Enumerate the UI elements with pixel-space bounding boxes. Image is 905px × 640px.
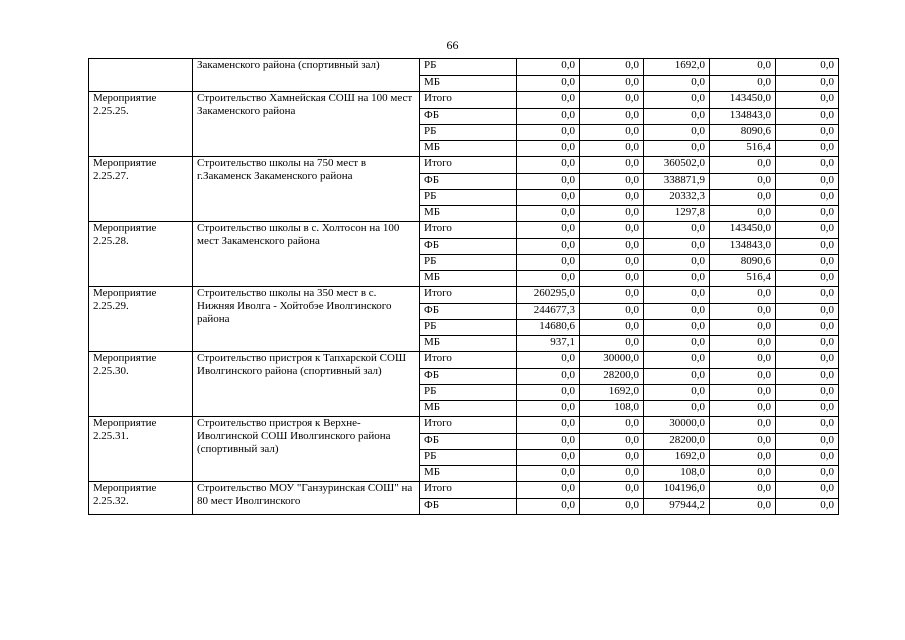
value-cell: 0,0 (644, 336, 710, 352)
funding-source: РБ (420, 450, 517, 466)
funding-source: Итого (420, 222, 517, 239)
value-cell: 1692,0 (644, 59, 710, 76)
measure-code: Мероприятие 2.25.31. (89, 417, 193, 482)
value-cell: 0,0 (776, 141, 839, 157)
value-cell: 0,0 (517, 109, 580, 125)
value-cell: 0,0 (517, 239, 580, 255)
value-cell: 0,0 (776, 417, 839, 434)
funding-source: РБ (420, 190, 517, 206)
funding-source: МБ (420, 336, 517, 352)
value-cell: 0,0 (776, 157, 839, 174)
value-cell: 0,0 (710, 417, 776, 434)
funding-source: РБ (420, 59, 517, 76)
value-cell: 0,0 (517, 499, 580, 515)
value-cell: 0,0 (644, 76, 710, 92)
table-row (89, 287, 839, 304)
value-cell: 0,0 (776, 239, 839, 255)
value-cell: 0,0 (776, 206, 839, 222)
value-cell: 20332,3 (644, 190, 710, 206)
funding-source: Итого (420, 157, 517, 174)
value-cell: 0,0 (517, 190, 580, 206)
value-cell: 0,0 (517, 59, 580, 76)
value-cell: 0,0 (710, 352, 776, 369)
value-cell: 0,0 (517, 401, 580, 417)
value-cell: 0,0 (776, 336, 839, 352)
value-cell: 0,0 (776, 450, 839, 466)
value-cell: 8090,6 (710, 255, 776, 271)
value-cell: 0,0 (517, 466, 580, 482)
value-cell: 0,0 (580, 190, 644, 206)
measure-name: Строительство пристроя к Тапхарской СОШ Иволгинского района (спортивный зал) (193, 352, 420, 417)
value-cell: 0,0 (517, 174, 580, 190)
value-cell: 1297,8 (644, 206, 710, 222)
measure-name: Строительство пристроя к Верхне-Иволгинской СОШ Иволгинского района (спортивный зал) (193, 417, 420, 482)
value-cell: 0,0 (644, 222, 710, 239)
value-cell: 0,0 (517, 450, 580, 466)
value-cell: 0,0 (644, 239, 710, 255)
table-row (89, 157, 839, 174)
value-cell: 0,0 (776, 222, 839, 239)
value-cell: 0,0 (776, 401, 839, 417)
funding-source: Итого (420, 417, 517, 434)
value-cell: 0,0 (710, 157, 776, 174)
value-cell: 0,0 (580, 304, 644, 320)
value-cell: 0,0 (644, 255, 710, 271)
value-cell: 0,0 (517, 141, 580, 157)
value-cell: 0,0 (776, 255, 839, 271)
table-row (89, 222, 839, 239)
value-cell: 0,0 (710, 76, 776, 92)
value-cell: 0,0 (517, 206, 580, 222)
table-row (89, 417, 839, 434)
value-cell: 0,0 (710, 450, 776, 466)
funding-source: РБ (420, 385, 517, 401)
value-cell: 108,0 (644, 466, 710, 482)
value-cell: 0,0 (776, 92, 839, 109)
value-cell: 0,0 (580, 92, 644, 109)
value-cell: 0,0 (580, 417, 644, 434)
value-cell: 0,0 (710, 320, 776, 336)
value-cell: 0,0 (580, 206, 644, 222)
value-cell: 0,0 (580, 287, 644, 304)
value-cell: 0,0 (776, 352, 839, 369)
budget-table (88, 58, 839, 515)
value-cell: 516,4 (710, 271, 776, 287)
table-body (89, 59, 839, 515)
value-cell: 0,0 (776, 174, 839, 190)
value-cell: 0,0 (517, 157, 580, 174)
value-cell: 0,0 (710, 59, 776, 76)
funding-source: Итого (420, 92, 517, 109)
measure-name: Строительство школы на 350 мест в с. Нижняя Иволга - Хойтобэе Иволгинского района (193, 287, 420, 352)
value-cell: 30000,0 (644, 417, 710, 434)
funding-source: МБ (420, 466, 517, 482)
funding-source: МБ (420, 401, 517, 417)
value-cell: 0,0 (710, 385, 776, 401)
value-cell: 0,0 (710, 336, 776, 352)
value-cell: 0,0 (776, 76, 839, 92)
value-cell: 0,0 (644, 401, 710, 417)
value-cell: 0,0 (776, 466, 839, 482)
funding-source: Итого (420, 482, 517, 499)
value-cell: 0,0 (710, 174, 776, 190)
value-cell: 0,0 (710, 466, 776, 482)
funding-source: РБ (420, 320, 517, 336)
value-cell: 0,0 (710, 369, 776, 385)
value-cell: 0,0 (644, 369, 710, 385)
value-cell: 244677,3 (517, 304, 580, 320)
value-cell: 0,0 (644, 141, 710, 157)
measure-code: Мероприятие 2.25.27. (89, 157, 193, 222)
value-cell: 0,0 (580, 482, 644, 499)
value-cell: 0,0 (776, 385, 839, 401)
value-cell: 0,0 (580, 320, 644, 336)
value-cell: 0,0 (710, 206, 776, 222)
measure-code (89, 59, 193, 92)
value-cell: 0,0 (644, 109, 710, 125)
value-cell: 0,0 (517, 92, 580, 109)
value-cell: 0,0 (644, 125, 710, 141)
value-cell: 134843,0 (710, 239, 776, 255)
measure-name: Строительство школы на 750 мест в г.Закаменск Закаменского района (193, 157, 420, 222)
value-cell: 28200,0 (644, 434, 710, 450)
value-cell: 0,0 (580, 59, 644, 76)
table-row (89, 92, 839, 109)
value-cell: 0,0 (776, 287, 839, 304)
value-cell: 0,0 (580, 109, 644, 125)
value-cell: 8090,6 (710, 125, 776, 141)
value-cell: 14680,6 (517, 320, 580, 336)
value-cell: 0,0 (776, 109, 839, 125)
value-cell: 97944,2 (644, 499, 710, 515)
table-row (89, 352, 839, 369)
measure-code: Мероприятие 2.25.25. (89, 92, 193, 157)
funding-source: РБ (420, 125, 517, 141)
measure-code: Мероприятие 2.25.32. (89, 482, 193, 515)
value-cell: 0,0 (776, 271, 839, 287)
value-cell: 0,0 (776, 499, 839, 515)
funding-source: Итого (420, 287, 517, 304)
value-cell: 0,0 (644, 92, 710, 109)
funding-source: МБ (420, 271, 517, 287)
value-cell: 937,1 (517, 336, 580, 352)
value-cell: 0,0 (517, 369, 580, 385)
value-cell: 0,0 (580, 255, 644, 271)
funding-source: ФБ (420, 499, 517, 515)
funding-source: РБ (420, 255, 517, 271)
funding-source: МБ (420, 206, 517, 222)
measure-name: Строительство Хамнейская СОШ на 100 мест Закаменского района (193, 92, 420, 157)
funding-source: Итого (420, 352, 517, 369)
value-cell: 0,0 (580, 466, 644, 482)
value-cell: 0,0 (644, 304, 710, 320)
funding-source: ФБ (420, 369, 517, 385)
value-cell: 360502,0 (644, 157, 710, 174)
value-cell: 0,0 (580, 499, 644, 515)
value-cell: 0,0 (580, 239, 644, 255)
funding-source: ФБ (420, 434, 517, 450)
funding-source: МБ (420, 141, 517, 157)
value-cell: 0,0 (580, 76, 644, 92)
value-cell: 0,0 (517, 76, 580, 92)
value-cell: 0,0 (710, 401, 776, 417)
value-cell: 0,0 (580, 336, 644, 352)
value-cell: 104196,0 (644, 482, 710, 499)
measure-code: Мероприятие 2.25.29. (89, 287, 193, 352)
value-cell: 0,0 (710, 190, 776, 206)
value-cell: 143450,0 (710, 222, 776, 239)
value-cell: 0,0 (580, 271, 644, 287)
value-cell: 260295,0 (517, 287, 580, 304)
value-cell: 0,0 (580, 222, 644, 239)
value-cell: 134843,0 (710, 109, 776, 125)
value-cell: 0,0 (776, 482, 839, 499)
value-cell: 0,0 (580, 125, 644, 141)
measure-name: Строительство школы в с. Холтосон на 100 мест Закаменского района (193, 222, 420, 287)
value-cell: 0,0 (580, 434, 644, 450)
value-cell: 1692,0 (580, 385, 644, 401)
table-row (89, 482, 839, 499)
measure-name: Строительство МОУ "Ганзуринская СОШ" на 80 мест Иволгинского (193, 482, 420, 515)
value-cell: 0,0 (644, 352, 710, 369)
value-cell: 0,0 (710, 287, 776, 304)
value-cell: 0,0 (517, 385, 580, 401)
value-cell: 28200,0 (580, 369, 644, 385)
value-cell: 0,0 (776, 304, 839, 320)
funding-source: ФБ (420, 239, 517, 255)
value-cell: 0,0 (517, 255, 580, 271)
value-cell: 143450,0 (710, 92, 776, 109)
funding-source: МБ (420, 76, 517, 92)
value-cell: 0,0 (644, 271, 710, 287)
funding-source: ФБ (420, 304, 517, 320)
value-cell: 0,0 (644, 287, 710, 304)
value-cell: 0,0 (580, 450, 644, 466)
value-cell: 0,0 (710, 304, 776, 320)
value-cell: 0,0 (710, 499, 776, 515)
value-cell: 0,0 (517, 417, 580, 434)
value-cell: 30000,0 (580, 352, 644, 369)
value-cell: 0,0 (776, 434, 839, 450)
value-cell: 0,0 (517, 434, 580, 450)
table-row (89, 59, 839, 76)
value-cell: 0,0 (710, 482, 776, 499)
page-number: 66 (446, 38, 459, 52)
value-cell: 0,0 (776, 190, 839, 206)
measure-name: Закаменского района (спортивный зал) (193, 59, 420, 92)
value-cell: 0,0 (644, 385, 710, 401)
value-cell: 0,0 (776, 59, 839, 76)
value-cell: 0,0 (580, 157, 644, 174)
value-cell: 0,0 (710, 434, 776, 450)
value-cell: 108,0 (580, 401, 644, 417)
value-cell: 0,0 (517, 352, 580, 369)
value-cell: 0,0 (644, 320, 710, 336)
value-cell: 0,0 (517, 125, 580, 141)
value-cell: 0,0 (517, 271, 580, 287)
value-cell: 516,4 (710, 141, 776, 157)
value-cell: 0,0 (517, 222, 580, 239)
value-cell: 0,0 (580, 141, 644, 157)
value-cell: 0,0 (776, 125, 839, 141)
value-cell: 0,0 (776, 320, 839, 336)
value-cell: 1692,0 (644, 450, 710, 466)
value-cell: 0,0 (517, 482, 580, 499)
value-cell: 338871,9 (644, 174, 710, 190)
value-cell: 0,0 (776, 369, 839, 385)
measure-code: Мероприятие 2.25.30. (89, 352, 193, 417)
funding-source: ФБ (420, 109, 517, 125)
funding-source: ФБ (420, 174, 517, 190)
value-cell: 0,0 (580, 174, 644, 190)
measure-code: Мероприятие 2.25.28. (89, 222, 193, 287)
